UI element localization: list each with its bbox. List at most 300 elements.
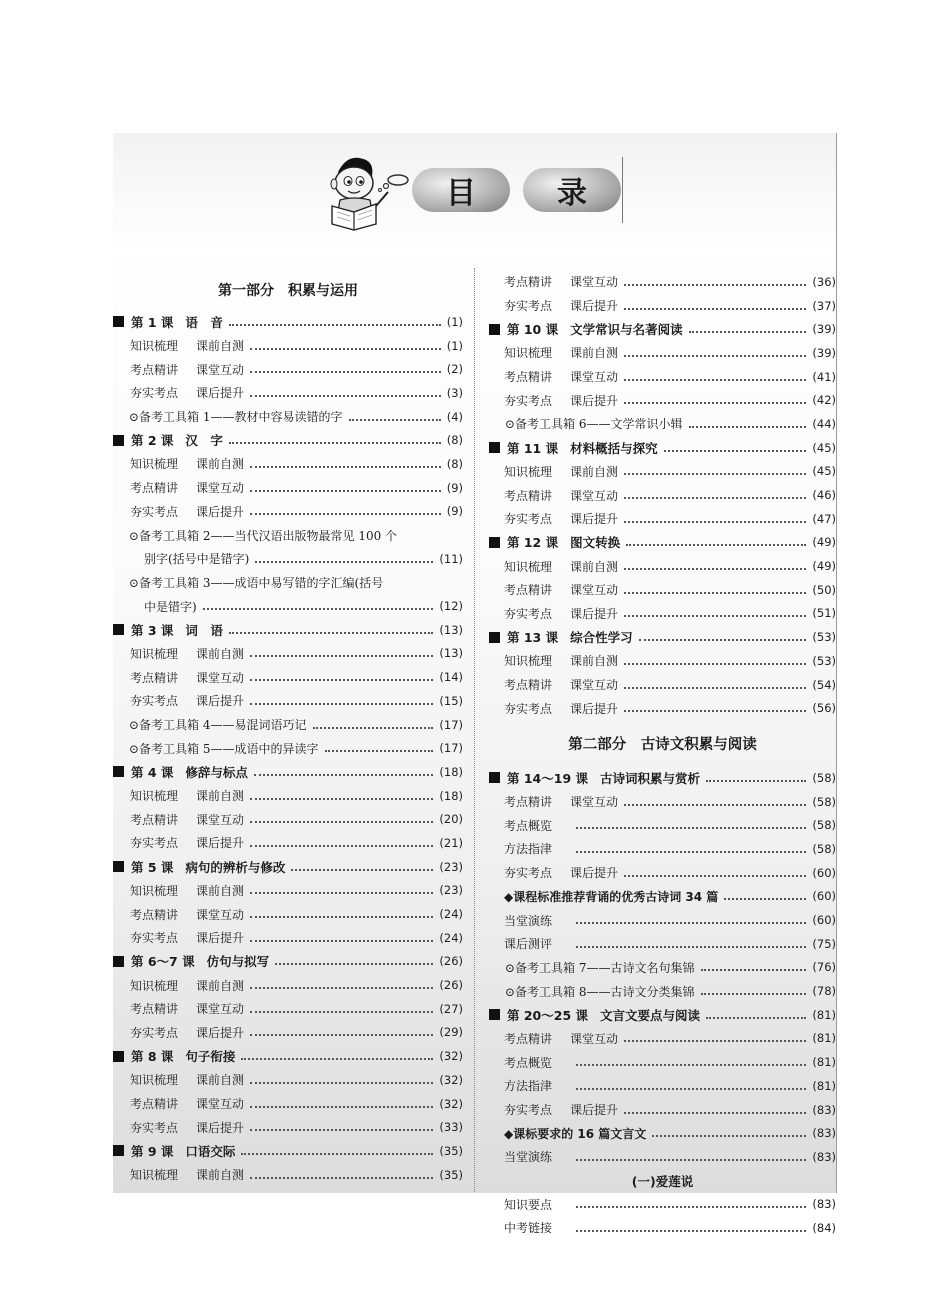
toolbox-entry[interactable]: [113, 571, 463, 595]
entry-secondary-label: 课堂互动: [196, 670, 245, 685]
entry-secondary-label: 课前自测: [570, 654, 619, 669]
dot-leader: [639, 639, 807, 641]
page-number: (13): [439, 622, 463, 637]
toolbox-entry[interactable]: [113, 736, 463, 760]
entry-primary-label: 知识梳理: [130, 789, 179, 804]
dot-leader: [250, 466, 441, 468]
toc-sub-entry[interactable]: [489, 908, 836, 932]
entry-secondary-label: 课前自测: [196, 1073, 245, 1088]
square-bullet-icon: [489, 632, 500, 643]
toc-sub-entry[interactable]: [489, 554, 836, 578]
toc-sub-entry[interactable]: [113, 665, 463, 689]
lesson-title: 修辞与标点: [185, 764, 248, 780]
toolbox-topic: ——易混词语巧记: [210, 718, 307, 733]
dot-leader: [250, 1034, 433, 1036]
page-number: (18): [439, 788, 463, 803]
toc-sub-entry[interactable]: [489, 1050, 836, 1074]
page-number: (83): [812, 1197, 836, 1212]
entry-primary-label: 考点精讲: [130, 670, 179, 685]
dot-leader: [624, 308, 806, 310]
lesson-number: 第 3 课: [131, 622, 174, 638]
page-number: (41): [812, 369, 836, 384]
toc-sub-entry[interactable]: [113, 1021, 463, 1045]
toc-sub-entry[interactable]: [489, 1145, 836, 1169]
page-number: (60): [812, 913, 836, 928]
page-number: (81): [812, 1078, 836, 1093]
toc-sub-entry[interactable]: [489, 813, 836, 837]
toc-sub-entry[interactable]: [489, 1216, 836, 1240]
panel-right-rule: [836, 133, 837, 1193]
entry-primary-label: 知识梳理: [130, 1073, 179, 1088]
toc-sub-entry[interactable]: [113, 452, 463, 476]
toc-sub-entry[interactable]: [489, 1192, 836, 1216]
page-number: (24): [439, 930, 463, 945]
page-number: (81): [812, 1031, 836, 1046]
toc-sub-entry[interactable]: [489, 837, 836, 861]
lesson-number: 第 14～19 课: [507, 770, 588, 786]
dot-leader: [624, 710, 806, 712]
page-number: (58): [812, 770, 836, 785]
entry-secondary-label: 课后提升: [196, 386, 245, 401]
page-number: (23): [439, 883, 463, 898]
page-number: (58): [812, 818, 836, 833]
dot-leader: [701, 969, 807, 971]
dot-leader: [624, 568, 806, 570]
dot-leader: [250, 916, 433, 918]
page-number: (58): [812, 794, 836, 809]
toc-lesson-entry[interactable]: [489, 317, 836, 341]
page-number: (60): [812, 889, 836, 904]
entry-secondary-label: 课前自测: [570, 464, 619, 479]
page-number: (11): [439, 551, 463, 566]
lesson-number: 第 12 课: [507, 535, 559, 551]
page-number: (83): [812, 1126, 836, 1141]
toc-sub-entry[interactable]: [113, 689, 463, 713]
entry-primary-label: 考点精讲: [130, 481, 179, 496]
toc-sub-entry[interactable]: [113, 381, 463, 405]
entry-secondary-label: 课堂互动: [196, 1097, 245, 1112]
lesson-title: 综合性学习: [570, 630, 633, 646]
entry-primary-label: 考点精讲: [130, 1097, 179, 1112]
subsection-title: (一)爱莲说: [631, 1173, 694, 1189]
entry-primary-label: 知识梳理: [130, 883, 179, 898]
toc-lesson-entry[interactable]: [113, 950, 463, 974]
toc-sub-entry[interactable]: [113, 1115, 463, 1139]
toc-lesson-entry[interactable]: [113, 1139, 463, 1163]
toc-lesson-entry[interactable]: [489, 1003, 836, 1027]
page-number: (50): [812, 582, 836, 597]
entry-primary-label: 考点精讲: [130, 907, 179, 922]
page-number: (13): [439, 646, 463, 661]
toolbox-label: ⊙备考工具箱 8: [505, 984, 587, 999]
lesson-title: 语 音: [185, 314, 223, 330]
toc-sub-entry[interactable]: [113, 334, 463, 358]
entry-secondary-label: 课堂互动: [570, 488, 619, 503]
page-number: (17): [439, 741, 463, 756]
toc-sub-entry[interactable]: [113, 784, 463, 808]
page-number: (84): [812, 1220, 836, 1235]
entry-primary-label: 知识梳理: [130, 339, 179, 354]
entry-secondary-label: 课堂互动: [570, 678, 619, 693]
toc-sub-entry[interactable]: [489, 388, 836, 412]
dot-leader: [250, 798, 433, 800]
entry-secondary-label: 课前自测: [196, 1168, 245, 1183]
entry-secondary-label: 课后提升: [196, 1025, 245, 1040]
toolbox-topic-continued: 别字(括号中是错字): [144, 552, 250, 567]
entry-secondary-label: 课前自测: [196, 339, 245, 354]
toc-sub-entry[interactable]: [489, 578, 836, 602]
dot-leader: [203, 608, 434, 610]
toc-lesson-entry[interactable]: [113, 618, 463, 642]
page-number: (42): [812, 393, 836, 408]
dot-leader: [624, 1112, 806, 1114]
dot-leader: [250, 1177, 433, 1179]
lesson-title: 口语交际: [185, 1143, 236, 1159]
page-number: (23): [439, 859, 463, 874]
toc-sub-entry[interactable]: [489, 602, 836, 626]
dot-leader: [664, 450, 807, 452]
page-number: (20): [439, 812, 463, 827]
entry-secondary-label: 课后提升: [570, 1103, 619, 1118]
toc-sub-entry[interactable]: [489, 1027, 836, 1051]
toolbox-topic: ——当代汉语出版物最常见 100 个: [210, 528, 398, 543]
dot-leader: [624, 379, 806, 381]
page-number: (4): [446, 409, 463, 424]
toc-sub-entry[interactable]: [113, 500, 463, 524]
lesson-title: 图文转换: [570, 535, 621, 551]
dot-leader: [576, 1206, 806, 1208]
toc-sub-entry[interactable]: [113, 1092, 463, 1116]
toolbox-entry-continued[interactable]: [113, 547, 463, 571]
dot-leader: [349, 419, 441, 421]
toolbox-label: ⊙备考工具箱 7: [505, 960, 587, 975]
entry-primary-label: 课后测评: [504, 937, 553, 952]
dot-leader: [624, 284, 806, 286]
dot-leader: [624, 521, 806, 523]
toc-sub-entry[interactable]: [489, 696, 836, 720]
toc-sub-entry[interactable]: [113, 1163, 463, 1187]
entry-primary-label: 考点精讲: [130, 1002, 179, 1017]
dot-leader: [624, 687, 806, 689]
dot-leader: [250, 395, 441, 397]
toc-sub-entry[interactable]: [113, 973, 463, 997]
entry-secondary-label: 课后提升: [570, 299, 619, 314]
entry-primary-label: 知识要点: [504, 1197, 553, 1212]
dot-leader: [241, 1153, 433, 1155]
dot-leader: [624, 1040, 806, 1042]
page-number: (35): [439, 1143, 463, 1158]
lesson-number: 第 11 课: [507, 440, 559, 456]
toc-sub-entry[interactable]: [489, 932, 836, 956]
title-divider: [622, 157, 623, 223]
entry-secondary-label: 课后提升: [570, 606, 619, 621]
dot-leader: [250, 371, 441, 373]
toc-sub-entry[interactable]: [489, 270, 836, 294]
lesson-title: 仿句与拟写: [206, 954, 270, 970]
entry-secondary-label: 课堂互动: [570, 275, 619, 290]
toc-sub-entry[interactable]: [113, 476, 463, 500]
featured-entry[interactable]: [489, 1121, 836, 1145]
entry-primary-label: 考点精讲: [504, 795, 553, 810]
page-number: (27): [439, 1001, 463, 1016]
toc-lesson-entry[interactable]: [113, 428, 463, 452]
toc-sub-entry[interactable]: [489, 1098, 836, 1122]
toc-lesson-entry[interactable]: [489, 766, 836, 790]
dot-leader: [624, 497, 806, 499]
entry-secondary-label: 课堂互动: [196, 481, 245, 496]
toolbox-entry[interactable]: [489, 956, 836, 980]
dot-leader: [250, 940, 433, 942]
toc-left-column: [113, 270, 463, 1186]
dot-leader: [254, 774, 433, 776]
square-bullet-icon: [489, 324, 500, 335]
entry-secondary-label: 课前自测: [196, 789, 245, 804]
entry-primary-label: 考点精讲: [504, 583, 553, 598]
dot-leader: [250, 513, 441, 515]
entry-primary-label: 考点概览: [504, 818, 553, 833]
page-number: (18): [439, 764, 463, 779]
toc-sub-entry[interactable]: [489, 294, 836, 318]
page-number: (58): [812, 841, 836, 856]
entry-secondary-label: 课后提升: [570, 701, 619, 716]
toc-sub-entry[interactable]: [113, 807, 463, 831]
square-bullet-icon: [113, 1145, 124, 1156]
toc-sub-entry[interactable]: [113, 1068, 463, 1092]
dot-leader: [241, 1058, 433, 1060]
toc-lesson-entry[interactable]: [113, 1044, 463, 1068]
page-number: (32): [439, 1072, 463, 1087]
page-number: (49): [812, 535, 836, 550]
page-number: (26): [439, 978, 463, 993]
entry-primary-label: 考点精讲: [504, 1031, 553, 1046]
toolbox-entry[interactable]: [113, 405, 463, 429]
toc-sub-entry[interactable]: [489, 1074, 836, 1098]
page-number: (51): [812, 606, 836, 621]
lesson-number: 第 6～7 课: [131, 954, 195, 970]
dot-leader: [255, 561, 433, 563]
entry-primary-label: 夯实考点: [130, 1120, 179, 1135]
title-char-lu: 录: [523, 168, 621, 212]
toc-sub-entry[interactable]: [489, 460, 836, 484]
dot-leader: [576, 827, 806, 829]
dot-leader: [250, 1011, 433, 1013]
lesson-number: 第 1 课: [131, 314, 174, 330]
dot-leader: [250, 987, 433, 989]
dot-leader: [706, 780, 806, 782]
entry-secondary-label: 课堂互动: [196, 907, 245, 922]
entry-secondary-label: 课前自测: [570, 346, 619, 361]
dot-leader: [576, 1159, 806, 1161]
entry-secondary-label: 课后提升: [570, 393, 619, 408]
featured-entry-label: ◆课标要求的 16 篇文言文: [504, 1126, 647, 1141]
page-number: (26): [439, 954, 463, 969]
toc-sub-entry[interactable]: [489, 483, 836, 507]
lesson-number: 第 10 课: [507, 322, 559, 338]
square-bullet-icon: [489, 537, 500, 548]
toc-lesson-entry[interactable]: [113, 310, 463, 334]
toolbox-entry[interactable]: [113, 523, 463, 547]
page-number: (24): [439, 907, 463, 922]
page-number: (47): [812, 511, 836, 526]
toolbox-entry[interactable]: [489, 412, 836, 436]
entry-secondary-label: 课前自测: [570, 559, 619, 574]
dot-leader: [624, 592, 806, 594]
dot-leader: [626, 544, 806, 546]
page-number: (32): [439, 1096, 463, 1111]
lesson-title: 材料概括与探究: [570, 440, 658, 456]
entry-primary-label: 方法指津: [504, 842, 553, 857]
entry-secondary-label: 课前自测: [196, 978, 245, 993]
page-number: (15): [439, 693, 463, 708]
lesson-number: 第 9 课: [131, 1143, 174, 1159]
toc-sub-entry[interactable]: [113, 357, 463, 381]
dot-leader: [576, 1230, 806, 1232]
dot-leader: [275, 963, 433, 965]
dot-leader: [250, 490, 441, 492]
dot-leader: [652, 1135, 806, 1137]
entry-secondary-label: 课后提升: [196, 694, 245, 709]
dot-leader: [576, 851, 806, 853]
toolbox-label: ⊙备考工具箱 5: [129, 741, 211, 756]
lesson-number: 第 5 课: [131, 859, 174, 875]
page-number: (8): [446, 433, 463, 448]
page-number: (45): [812, 464, 836, 479]
page-number: (9): [446, 480, 463, 495]
section-heading: 第一部分 积累与运用: [218, 283, 358, 299]
entry-primary-label: 中考链接: [504, 1221, 553, 1236]
square-bullet-icon: [489, 772, 500, 783]
lesson-title: 句子衔接: [185, 1049, 236, 1065]
toc-sub-entry[interactable]: [489, 507, 836, 531]
entry-secondary-label: 课堂互动: [570, 1031, 619, 1046]
entry-primary-label: 当堂演练: [504, 913, 553, 928]
dot-leader: [250, 892, 433, 894]
page-number: (29): [439, 1025, 463, 1040]
entry-secondary-label: 课前自测: [196, 883, 245, 898]
toolbox-label: ⊙备考工具箱 1: [129, 410, 211, 425]
toolbox-label: ⊙备考工具箱 3: [129, 575, 211, 590]
square-bullet-icon: [113, 861, 124, 872]
lesson-title: 病句的辨析与修改: [185, 859, 286, 875]
entry-secondary-label: 课后提升: [196, 1120, 245, 1135]
toolbox-topic: ——成语中的异读字: [210, 741, 319, 756]
dot-leader: [325, 750, 434, 752]
page-number: (53): [812, 630, 836, 645]
toc-sub-entry[interactable]: [489, 790, 836, 814]
toc-sub-entry[interactable]: [489, 341, 836, 365]
page-number: (36): [812, 274, 836, 289]
square-bullet-icon: [113, 956, 124, 967]
entry-primary-label: 夯实考点: [130, 504, 179, 519]
toolbox-entry[interactable]: [113, 713, 463, 737]
entry-primary-label: 夯实考点: [130, 694, 179, 709]
reading-boy-mascot-icon: [318, 150, 418, 235]
dot-leader: [624, 402, 806, 404]
entry-primary-label: 方法指津: [504, 1079, 553, 1094]
entry-secondary-label: 课堂互动: [196, 812, 245, 827]
dot-leader: [624, 473, 806, 475]
entry-primary-label: 知识梳理: [504, 654, 553, 669]
toc-sub-entry[interactable]: [113, 879, 463, 903]
page-number: (78): [812, 984, 836, 999]
dot-leader: [250, 1082, 433, 1084]
page-number: (1): [446, 314, 463, 329]
dot-leader: [250, 845, 433, 847]
section-heading: 第二部分 古诗文积累与阅读: [568, 736, 757, 753]
page-number: (3): [446, 385, 463, 400]
dot-leader: [250, 703, 433, 705]
dot-leader: [250, 655, 433, 657]
entry-primary-label: 知识梳理: [130, 646, 179, 661]
entry-secondary-label: 课堂互动: [196, 1002, 245, 1017]
toolbox-entry-continued[interactable]: [113, 594, 463, 618]
entry-primary-label: 考点精讲: [504, 678, 553, 693]
entry-primary-label: 夯实考点: [504, 299, 553, 314]
toolbox-entry[interactable]: [489, 979, 836, 1003]
dot-leader: [229, 632, 433, 634]
entry-secondary-label: 课堂互动: [570, 583, 619, 598]
toc-sub-entry[interactable]: [489, 649, 836, 673]
square-bullet-icon: [113, 766, 124, 777]
toc-lesson-entry[interactable]: [113, 855, 463, 879]
toolbox-topic: ——教材中容易读错的字: [210, 410, 343, 425]
page-number: (83): [812, 1102, 836, 1117]
entry-primary-label: 考点精讲: [130, 362, 179, 377]
entry-primary-label: 夯实考点: [504, 393, 553, 408]
dot-leader: [250, 821, 433, 823]
entry-secondary-label: 课后提升: [570, 866, 619, 881]
entry-primary-label: 知识梳理: [130, 1168, 179, 1183]
toc-lesson-entry[interactable]: [489, 531, 836, 555]
entry-secondary-label: 课堂互动: [570, 795, 619, 810]
entry-primary-label: 夯实考点: [504, 512, 553, 527]
dot-leader: [576, 1064, 806, 1066]
toc-sub-entry[interactable]: [113, 926, 463, 950]
toc-sub-entry[interactable]: [113, 902, 463, 926]
featured-entry[interactable]: [489, 885, 836, 909]
dot-leader: [624, 663, 806, 665]
page-number: (83): [812, 1149, 836, 1164]
toc-sub-entry[interactable]: [113, 997, 463, 1021]
entry-primary-label: 夯实考点: [130, 931, 179, 946]
entry-primary-label: 夯实考点: [130, 836, 179, 851]
entry-primary-label: 考点精讲: [504, 488, 553, 503]
toc-right-column: [489, 270, 836, 1240]
lesson-number: 第 8 课: [131, 1049, 174, 1065]
lesson-title: 文学常识与名著阅读: [570, 322, 683, 338]
toc-sub-entry[interactable]: [489, 861, 836, 885]
entry-secondary-label: 课后提升: [570, 512, 619, 527]
toc-sub-entry[interactable]: [489, 365, 836, 389]
page-number: (33): [439, 1120, 463, 1135]
toc-lesson-entry[interactable]: [489, 625, 836, 649]
toc-sub-entry[interactable]: [489, 673, 836, 697]
page-number: (81): [812, 1007, 836, 1022]
toc-sub-entry[interactable]: [113, 642, 463, 666]
toc-lesson-entry[interactable]: [113, 760, 463, 784]
page-number: (81): [812, 1055, 836, 1070]
entry-primary-label: 考点精讲: [504, 370, 553, 385]
entry-secondary-label: 课堂互动: [196, 362, 245, 377]
entry-primary-label: 夯实考点: [504, 701, 553, 716]
toolbox-label: ⊙备考工具箱 2: [129, 528, 211, 543]
square-bullet-icon: [489, 442, 500, 453]
page-number: (49): [812, 559, 836, 574]
toc-lesson-entry[interactable]: [489, 436, 836, 460]
toc-sub-entry[interactable]: [113, 831, 463, 855]
toolbox-topic: ——成语中易写错的字汇编(括号: [210, 575, 384, 590]
page-number: (35): [439, 1167, 463, 1182]
